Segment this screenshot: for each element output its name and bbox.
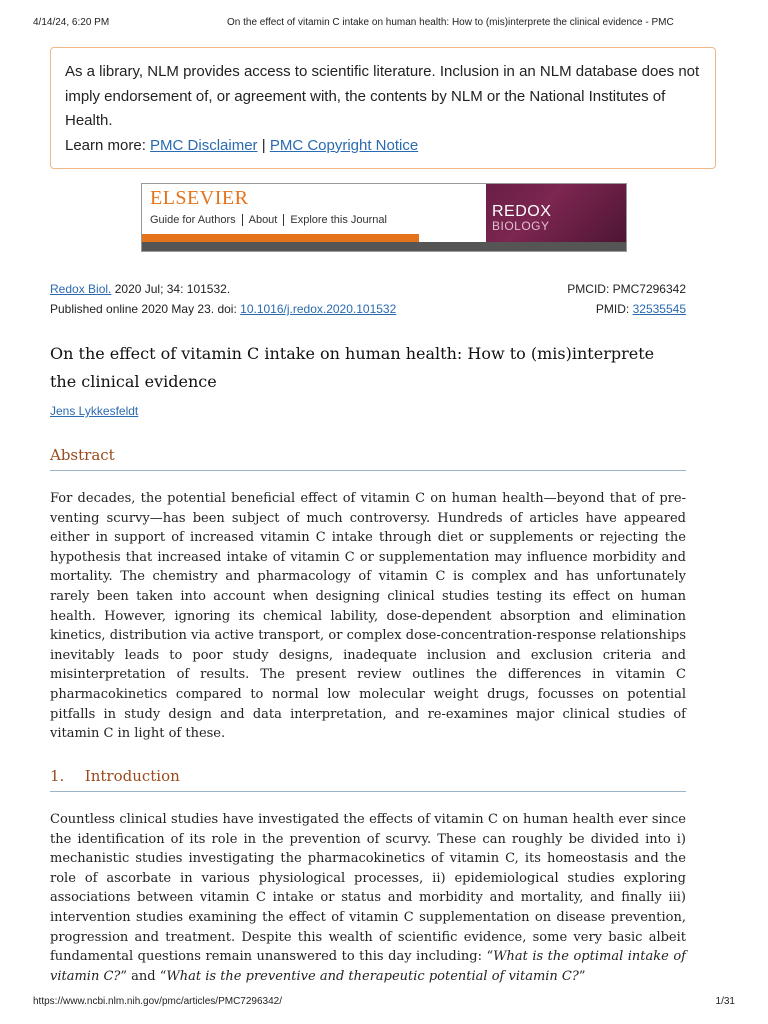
pmcid: PMCID: PMC7296342 [567, 282, 686, 296]
pmid-link[interactable]: 32535545 [632, 302, 686, 316]
print-footer [33, 996, 735, 1007]
learn-more-label: Learn more: [65, 136, 146, 154]
abstract-text: For decades, the potential beneficial effect of vitamin C on human health—beyond that of pre-venting scurvy—has been subject of much controversy. Hundreds of articles have appeared either in support of increased vitamin C intake through diet or supplements or rejecting the hypothesis that increased intake of vitamin C or supplementation may influence morbidity and mortality. The chemistry and pharmacology of vitamin C is complex and has unfortunately rarely been taken into account when designing clinical studies testing its effect on human health. However, ignoring its chemical lability, dose-dependent absorption and elimination kinetics, distribution via active transport, or complex dose-concentration-response relationships inevitably leads to poor study designs, inadequate inclusion and exclusion criteria and misinterpretation of results. The present review outlines the differences in vitamin C pharmacokinetics compared to normal low molecular weight drugs, focusses on potential pitfalls in study design and data interpretation, and re-examines major clinical studies of vitamin C in light of these. [50, 491, 686, 742]
journal-name-line1: REDOX [492, 203, 552, 220]
published-text: Published online 2020 May 23. doi: [50, 302, 237, 316]
notice-separator: | [261, 136, 266, 154]
banner-orange-bar [142, 234, 419, 242]
citation-line [50, 282, 686, 296]
intro-question-2: What is the preventive and therapeutic potential of vitamin C? [166, 968, 579, 984]
intro-question-1: What is the optimal intake of vitamin C? [50, 949, 686, 984]
pmc-copyright-link[interactable]: PMC Copyright Notice [269, 136, 419, 154]
nlm-notice [50, 47, 716, 169]
print-header [33, 17, 735, 28]
abstract-heading [50, 446, 686, 471]
citation-text: 2020 Jul; 34: 101532. [114, 282, 231, 296]
section-number: 1. [50, 767, 65, 785]
print-page-number: 1/31 [715, 996, 735, 1007]
intro-body: Countless clinical studies have investigated the effects of vitamin C on human health ever since the identification of its role in the prevention of scurvy. These can roughly be divided into i) mechanistic studies investigating the pharmacokinetics of vitamin C, its homeostasis and the role of ascorbate in various physiological processes, ii) epidemiological studies exploring associations between vitamin C intake or status and morbidity and mortality, and finally iii) intervention studies examining the effect of vitamin C supplementation on disease prevention, progression and treatment. Despite this wealth of scientific evidence, some very basic albeit fundamental questions remain unanswered to this day including: “ [50, 812, 686, 965]
print-url: https://www.ncbi.nlm.nih.gov/pmc/articles/PMC7296342/ [33, 996, 282, 1007]
journal-name-line2: BIOLOGY [492, 219, 550, 233]
pmid [596, 302, 686, 316]
abstract-heading-text: Abstract [50, 446, 115, 464]
introduction-text [50, 810, 686, 986]
article-title: On the effect of vitamin C intake on human health: How to (mis)interprete the clinical evidence [50, 344, 655, 391]
introduction-heading [50, 767, 686, 792]
print-datetime: 4/14/24, 6:20 PM [33, 17, 110, 28]
journal-link[interactable]: Redox Biol. [50, 282, 112, 296]
about-link[interactable]: About [243, 214, 285, 226]
published-line [50, 302, 686, 316]
banner-links [150, 214, 393, 226]
notice-text: As a library, NLM provides access to scientific literature. Inclusion in an NLM database does not imply endorsement of, or agreement with, the contents by NLM or the National Institutes of Health. [65, 63, 700, 129]
intro-end: ” [578, 968, 586, 984]
explore-journal-link[interactable]: Explore this Journal [290, 214, 387, 226]
print-page-title: On the effect of vitamin C intake on human health: How to (mis)interprete the clinical evidence - PMC [227, 17, 674, 28]
elsevier-logo: ELSEVIER [150, 187, 249, 209]
author-link[interactable]: Jens Lykkesfeldt [50, 404, 139, 418]
banner-grey-bar [142, 242, 627, 252]
journal-cover [486, 184, 627, 242]
guide-for-authors-link[interactable]: Guide for Authors [150, 214, 243, 226]
introduction-heading-text: Introduction [84, 767, 180, 785]
pmid-label: PMID: [595, 302, 630, 316]
journal-banner[interactable] [141, 183, 627, 252]
intro-joiner: ” and “ [120, 968, 167, 984]
doi-link[interactable]: 10.1016/j.redox.2020.101532 [240, 302, 397, 316]
pmc-disclaimer-link[interactable]: PMC Disclaimer [150, 136, 258, 154]
